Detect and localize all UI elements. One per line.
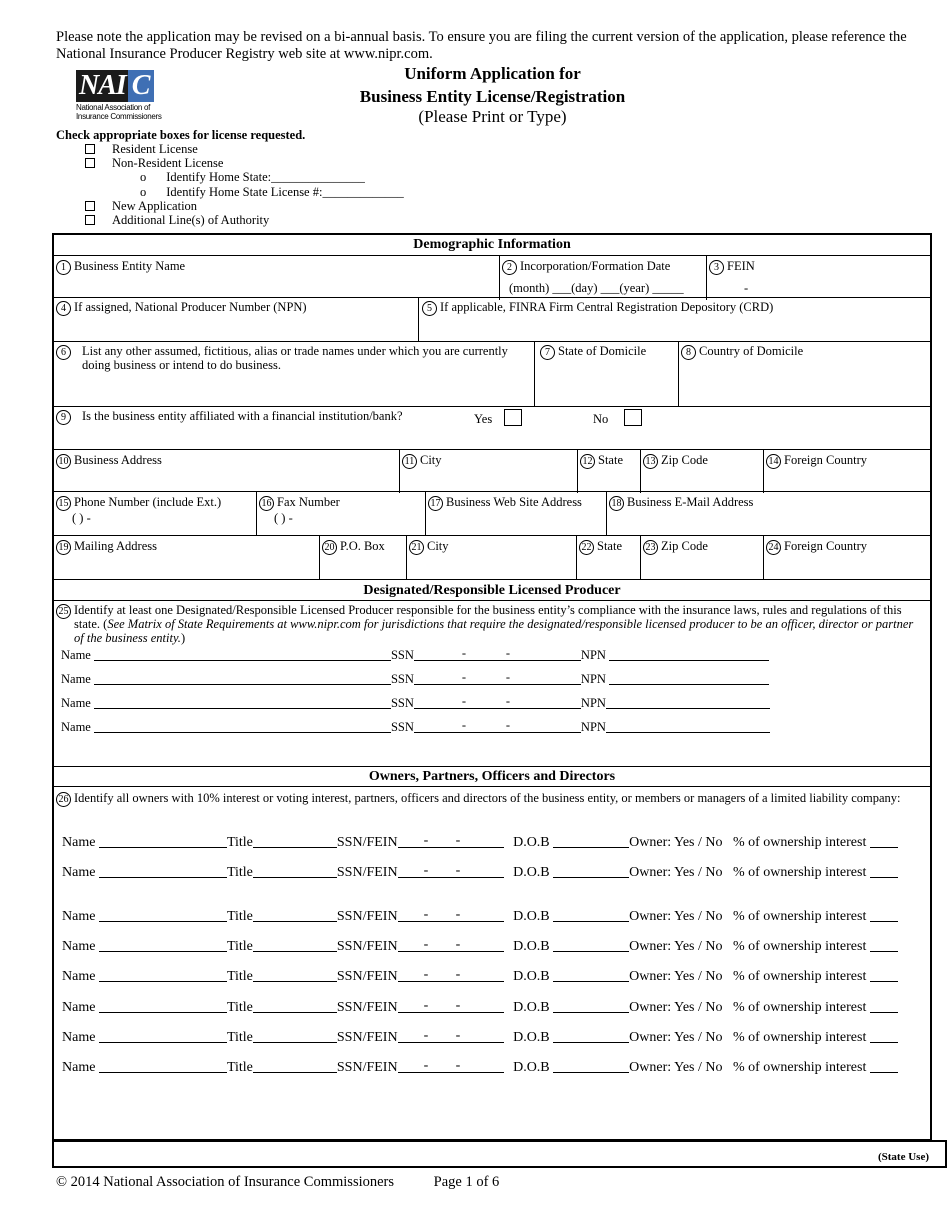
home-state-label: Identify Home State:_______________ — [166, 170, 365, 184]
form-title-line1: Uniform Application for — [404, 64, 581, 83]
resident-license-label: Resident License — [112, 142, 198, 156]
state-use-label: (State Use) — [877, 1151, 929, 1163]
field-mailing-zip[interactable]: 23 Zip Code — [643, 539, 708, 555]
field-business-zip[interactable]: 13 Zip Code — [643, 453, 708, 469]
nonresident-license-option[interactable] — [85, 156, 223, 170]
field-business-address[interactable]: 10 Business Address — [56, 453, 162, 469]
logo-subtitle-line1: National Association of — [76, 103, 151, 112]
field-country-of-domicile[interactable]: 8 Country of Domicile — [681, 344, 803, 360]
designated-instructions-line1: 25 Identify at least one Designated/Responsible Licensed Producer responsible for the business entity’s compliance with the insurance laws, rules and regulations of this — [56, 603, 902, 619]
home-state-license-field[interactable]: o Identify Home State License #:_____________ — [140, 185, 404, 199]
owner-row[interactable]: Name Title SSN/FEIN - - D.O.B Owner: Yes / No % of ownership interest — [62, 865, 898, 881]
checkbox-icon[interactable] — [85, 144, 95, 154]
field-business-city[interactable]: 11 City — [402, 453, 442, 469]
field-fax-number[interactable]: 16 Fax Number — [259, 495, 340, 511]
owner-row[interactable]: Name Title SSN/FEIN - - D.O.B Owner: Yes / No % of ownership interest — [62, 1030, 898, 1046]
fein-dash: - — [744, 281, 749, 295]
logo-mark-accent: C — [128, 70, 155, 102]
checkbox-icon[interactable] — [504, 409, 522, 426]
checkbox-icon[interactable] — [85, 158, 95, 168]
license-request-heading: Check appropriate boxes for license requested. — [56, 128, 306, 142]
checkbox-icon[interactable] — [85, 215, 95, 225]
new-application-option[interactable] — [85, 199, 197, 213]
owner-row[interactable]: Name Title SSN/FEIN - - D.O.B Owner: Yes / No % of ownership interest — [62, 1000, 898, 1016]
incorporation-date-format: (month) ___(day) ___(year) _____ — [509, 281, 684, 295]
designated-producer-row[interactable]: Name SSN - - NPN — [61, 648, 769, 663]
logo-subtitle-line2: Insurance Commissioners — [76, 112, 162, 121]
field-incorporation-date[interactable]: 2 Incorporation/Formation Date — [502, 259, 670, 275]
owner-row[interactable]: Name Title SSN/FEIN - - D.O.B Owner: Yes / No % of ownership interest — [62, 939, 898, 955]
footer — [56, 1174, 499, 1191]
designated-instructions-line2: state. (See Matrix of State Requirements at www.nipr.com for jurisdictions that require the designated/responsible licensed producer to be an officer, director or partner — [74, 617, 914, 631]
field-npn[interactable]: 4 If assigned, National Producer Number (NPN) — [56, 300, 307, 316]
naic-logo — [76, 70, 162, 122]
field-financial-affiliation: 9 Is the business entity affiliated with a financial institution/bank? — [56, 409, 403, 425]
nonresident-license-label: Non-Resident License — [112, 156, 224, 170]
additional-loa-label: Additional Line(s) of Authority — [112, 213, 270, 227]
field-trade-names[interactable]: 6 List any other assumed, fictitious, alias or trade names under which you are currently — [56, 344, 508, 360]
affiliation-yes-option[interactable]: Yes — [474, 409, 522, 426]
owner-row[interactable]: Name Title SSN/FEIN - - D.O.B Owner: Yes / No % of ownership interest — [62, 969, 898, 985]
designated-heading: Designated/Responsible Licensed Producer — [363, 583, 621, 598]
form-subtitle: (Please Print or Type) — [418, 107, 567, 126]
field-fein[interactable]: 3 FEIN — [709, 259, 755, 275]
new-application-label: New Application — [112, 199, 198, 213]
application-form — [52, 233, 932, 1141]
designated-producer-row[interactable]: Name SSN - - NPN — [61, 720, 770, 735]
field-business-email[interactable]: 18 Business E-Mail Address — [609, 495, 753, 511]
state-use-box[interactable] — [52, 1140, 947, 1168]
designated-instructions-line3: of the business entity.) — [74, 631, 186, 645]
owner-row[interactable]: Name Title SSN/FEIN - - D.O.B Owner: Yes / No % of ownership interest — [62, 1060, 898, 1076]
field-po-box[interactable]: 20 P.O. Box — [322, 539, 385, 555]
field-business-foreign-country[interactable]: 14 Foreign Country — [766, 453, 867, 469]
designated-producer-row[interactable]: Name SSN - - NPN — [61, 672, 769, 687]
field-mailing-address[interactable]: 19 Mailing Address — [56, 539, 157, 555]
designated-producer-row[interactable]: Name SSN - - NPN — [61, 696, 770, 711]
phone-format: ( ) - — [72, 511, 91, 525]
field-mailing-foreign-country[interactable]: 24 Foreign Country — [766, 539, 867, 555]
owner-row[interactable]: Name Title SSN/FEIN - - D.O.B Owner: Yes / No % of ownership interest — [62, 835, 898, 851]
fax-format: ( ) - — [274, 511, 293, 525]
copyright: © 2014 National Association of Insurance Commissioners — [56, 1174, 395, 1190]
logo-mark-main: NAI — [76, 70, 128, 102]
home-state-field[interactable]: o Identify Home State:_______________ — [140, 170, 365, 184]
trade-names-line2: doing business or intend to do business. — [82, 358, 281, 372]
field-web-site[interactable]: 17 Business Web Site Address — [428, 495, 582, 511]
field-mailing-city[interactable]: 21 City — [409, 539, 449, 555]
field-phone-number[interactable]: 15 Phone Number (include Ext.) — [56, 495, 221, 511]
checkbox-icon[interactable] — [624, 409, 642, 426]
page-number: Page 1 of 6 — [433, 1174, 500, 1190]
field-business-state[interactable]: 12 State — [580, 453, 623, 469]
field-finra-crd[interactable]: 5 If applicable, FINRA Firm Central Registration Depository (CRD) — [422, 300, 773, 316]
affiliation-no-option[interactable]: No — [593, 409, 642, 426]
logo-subtitle — [76, 103, 162, 121]
checkbox-icon[interactable] — [85, 201, 95, 211]
owner-row[interactable]: Name Title SSN/FEIN - - D.O.B Owner: Yes / No % of ownership interest — [62, 909, 898, 925]
owners-heading: Owners, Partners, Officers and Directors — [368, 769, 616, 784]
revision-notice: Please note the application may be revised on a bi-annual basis. To ensure you are filing the current version of the application, please reference the National Insurance Producer Registry web site at www.nipr.com. — [56, 29, 907, 62]
resident-license-option[interactable] — [85, 142, 198, 156]
additional-loa-option[interactable] — [85, 213, 269, 227]
field-business-entity-name[interactable]: 1 Business Entity Name — [56, 259, 185, 275]
form-title-line2: Business Entity License/Registration — [359, 87, 626, 106]
field-mailing-state[interactable]: 22 State — [579, 539, 622, 555]
owners-instructions: 26 Identify all owners with 10% interest or voting interest, partners, officers and directors of the business entity, or members or managers of a limited liability company: — [56, 791, 901, 807]
home-state-license-label: Identify Home State License #:_____________ — [166, 185, 404, 199]
demographic-heading: Demographic Information — [413, 237, 571, 252]
field-state-of-domicile[interactable]: 7 State of Domicile — [540, 344, 646, 360]
